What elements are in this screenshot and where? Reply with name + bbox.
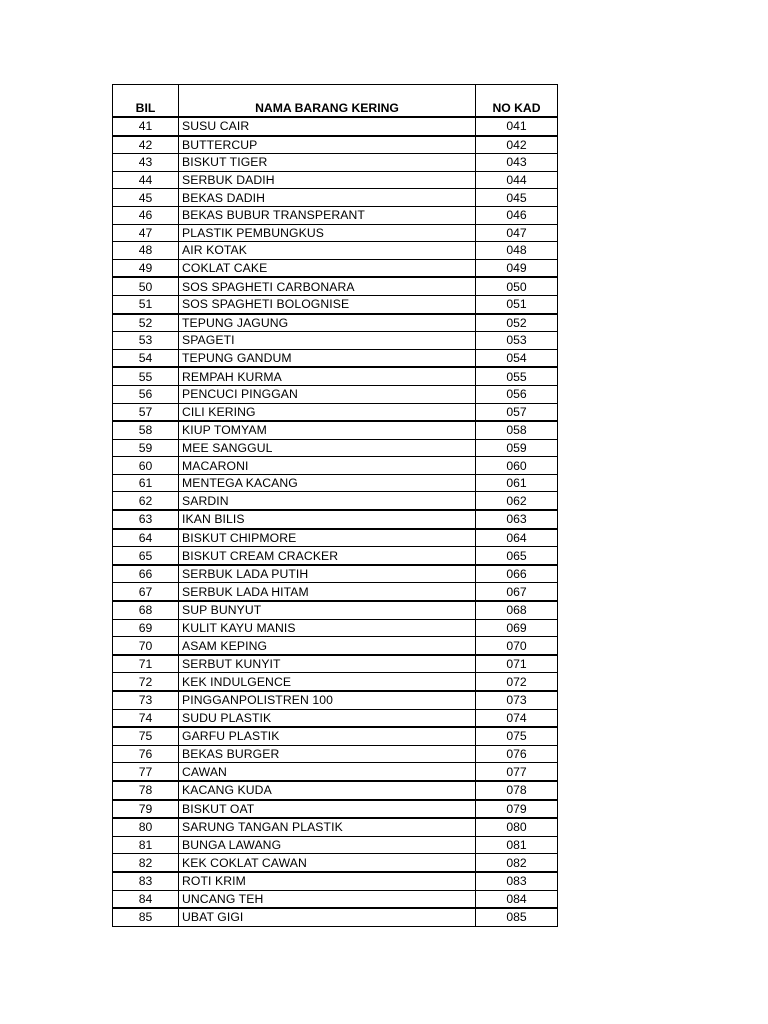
table-row <box>113 709 558 727</box>
item-name-cell: KULIT KAYU MANIS <box>179 619 476 637</box>
row-number-cell: 68 <box>113 601 179 619</box>
item-name-cell: BISKUT TIGER <box>179 154 476 172</box>
item-name-cell: BEKAS BUBUR TRANSPERANT <box>179 206 476 224</box>
item-name-cell: TEPUNG GANDUM <box>179 349 476 367</box>
card-number-cell: 080 <box>476 818 558 836</box>
row-number-cell: 42 <box>113 136 179 154</box>
row-number-cell: 72 <box>113 673 179 691</box>
item-name-cell: GARFU PLASTIK <box>179 727 476 745</box>
item-name-cell: PENCUCI PINGGAN <box>179 385 476 403</box>
card-number-cell: 084 <box>476 890 558 908</box>
item-name-cell: IKAN BILIS <box>179 510 476 529</box>
table-row <box>113 583 558 601</box>
table-row <box>113 818 558 836</box>
table-row <box>113 421 558 439</box>
item-name-cell: SOS SPAGHETI BOLOGNISE <box>179 295 476 313</box>
dry-goods-table <box>112 84 558 927</box>
table-row <box>113 854 558 872</box>
item-name-cell: ASAM KEPING <box>179 637 476 655</box>
table-row <box>113 385 558 403</box>
card-number-cell: 082 <box>476 854 558 872</box>
card-number-cell: 083 <box>476 872 558 890</box>
row-number-cell: 52 <box>113 314 179 332</box>
row-number-cell: 78 <box>113 781 179 800</box>
table-row <box>113 763 558 781</box>
table-row <box>113 439 558 457</box>
item-name-cell: SERBUK LADA PUTIH <box>179 565 476 583</box>
item-name-cell: SUSU CAIR <box>179 117 476 136</box>
table-row <box>113 890 558 908</box>
row-number-cell: 63 <box>113 510 179 529</box>
table-row <box>113 565 558 583</box>
card-number-cell: 078 <box>476 781 558 800</box>
row-number-cell: 61 <box>113 474 179 492</box>
row-number-cell: 51 <box>113 295 179 313</box>
table-row <box>113 727 558 745</box>
table-row <box>113 242 558 260</box>
card-number-cell: 070 <box>476 637 558 655</box>
card-number-cell: 041 <box>476 117 558 136</box>
item-name-cell: BISKUT CHIPMORE <box>179 529 476 547</box>
row-number-cell: 66 <box>113 565 179 583</box>
card-number-cell: 071 <box>476 655 558 673</box>
card-number-cell: 085 <box>476 908 558 926</box>
row-number-cell: 44 <box>113 171 179 189</box>
table-row <box>113 349 558 367</box>
card-number-cell: 059 <box>476 439 558 457</box>
table-row <box>113 474 558 492</box>
table-row <box>113 655 558 673</box>
row-number-cell: 47 <box>113 224 179 242</box>
card-number-cell: 060 <box>476 457 558 475</box>
table-row <box>113 745 558 763</box>
table-row <box>113 872 558 890</box>
card-number-cell: 063 <box>476 510 558 529</box>
row-number-cell: 77 <box>113 763 179 781</box>
table-row <box>113 154 558 172</box>
item-name-cell: SARDIN <box>179 492 476 510</box>
table-row <box>113 367 558 385</box>
row-number-cell: 81 <box>113 836 179 854</box>
table-row <box>113 673 558 691</box>
table-row <box>113 601 558 619</box>
row-number-cell: 73 <box>113 691 179 709</box>
row-number-cell: 54 <box>113 349 179 367</box>
table-row <box>113 800 558 819</box>
row-number-cell: 74 <box>113 709 179 727</box>
table-row <box>113 908 558 926</box>
card-number-cell: 055 <box>476 367 558 385</box>
card-number-cell: 064 <box>476 529 558 547</box>
table-row <box>113 332 558 350</box>
item-name-cell: BUNGA LAWANG <box>179 836 476 854</box>
item-name-cell: UNCANG TEH <box>179 890 476 908</box>
item-name-cell: SARUNG TANGAN PLASTIK <box>179 818 476 836</box>
row-number-cell: 50 <box>113 277 179 295</box>
row-number-cell: 64 <box>113 529 179 547</box>
card-number-cell: 065 <box>476 547 558 565</box>
item-name-cell: BEKAS DADIH <box>179 189 476 207</box>
card-number-cell: 081 <box>476 836 558 854</box>
row-number-cell: 70 <box>113 637 179 655</box>
table-row <box>113 206 558 224</box>
card-number-cell: 052 <box>476 314 558 332</box>
item-name-cell: SUP BUNYUT <box>179 601 476 619</box>
card-number-cell: 076 <box>476 745 558 763</box>
item-name-cell: TEPUNG JAGUNG <box>179 314 476 332</box>
card-number-cell: 046 <box>476 206 558 224</box>
item-name-cell: PINGGANPOLISTREN 100 <box>179 691 476 709</box>
card-number-cell: 056 <box>476 385 558 403</box>
card-number-cell: 066 <box>476 565 558 583</box>
card-number-cell: 069 <box>476 619 558 637</box>
table-row <box>113 295 558 313</box>
item-name-cell: BEKAS BURGER <box>179 745 476 763</box>
row-number-cell: 58 <box>113 421 179 439</box>
card-number-cell: 075 <box>476 727 558 745</box>
card-number-cell: 045 <box>476 189 558 207</box>
row-number-cell: 71 <box>113 655 179 673</box>
card-number-cell: 079 <box>476 800 558 819</box>
table-row <box>113 189 558 207</box>
item-name-cell: KEK INDULGENCE <box>179 673 476 691</box>
row-number-cell: 48 <box>113 242 179 260</box>
item-name-cell: SPAGETI <box>179 332 476 350</box>
header-no-kad: NO KAD <box>476 85 558 118</box>
item-name-cell: AIR KOTAK <box>179 242 476 260</box>
item-name-cell: MEE SANGGUL <box>179 439 476 457</box>
table-row <box>113 836 558 854</box>
table-row <box>113 781 558 800</box>
table-body <box>113 117 558 926</box>
card-number-cell: 058 <box>476 421 558 439</box>
item-name-cell: SERBUK LADA HITAM <box>179 583 476 601</box>
table-row <box>113 117 558 136</box>
card-number-cell: 043 <box>476 154 558 172</box>
item-name-cell: BUTTERCUP <box>179 136 476 154</box>
card-number-cell: 044 <box>476 171 558 189</box>
row-number-cell: 56 <box>113 385 179 403</box>
item-name-cell: MENTEGA KACANG <box>179 474 476 492</box>
table-row <box>113 136 558 154</box>
table-row <box>113 314 558 332</box>
item-name-cell: ROTI KRIM <box>179 872 476 890</box>
card-number-cell: 067 <box>476 583 558 601</box>
item-name-cell: MACARONI <box>179 457 476 475</box>
card-number-cell: 061 <box>476 474 558 492</box>
row-number-cell: 43 <box>113 154 179 172</box>
table-header-row <box>113 85 558 118</box>
item-name-cell: REMPAH KURMA <box>179 367 476 385</box>
row-number-cell: 60 <box>113 457 179 475</box>
card-number-cell: 077 <box>476 763 558 781</box>
item-name-cell: CILI KERING <box>179 403 476 421</box>
row-number-cell: 45 <box>113 189 179 207</box>
card-number-cell: 050 <box>476 277 558 295</box>
header-bil: BIL <box>113 85 179 118</box>
row-number-cell: 69 <box>113 619 179 637</box>
card-number-cell: 074 <box>476 709 558 727</box>
item-name-cell: COKLAT CAKE <box>179 259 476 277</box>
row-number-cell: 62 <box>113 492 179 510</box>
item-name-cell: UBAT GIGI <box>179 908 476 926</box>
row-number-cell: 55 <box>113 367 179 385</box>
card-number-cell: 042 <box>476 136 558 154</box>
table-row <box>113 547 558 565</box>
item-name-cell: SUDU PLASTIK <box>179 709 476 727</box>
row-number-cell: 49 <box>113 259 179 277</box>
item-name-cell: SERBUK DADIH <box>179 171 476 189</box>
row-number-cell: 80 <box>113 818 179 836</box>
card-number-cell: 053 <box>476 332 558 350</box>
row-number-cell: 46 <box>113 206 179 224</box>
table-row <box>113 691 558 709</box>
table-row <box>113 529 558 547</box>
table-row <box>113 510 558 529</box>
card-number-cell: 068 <box>476 601 558 619</box>
table-row <box>113 277 558 295</box>
table-row <box>113 492 558 510</box>
card-number-cell: 054 <box>476 349 558 367</box>
row-number-cell: 85 <box>113 908 179 926</box>
row-number-cell: 75 <box>113 727 179 745</box>
item-name-cell: KACANG KUDA <box>179 781 476 800</box>
header-nama-barang-kering: NAMA BARANG KERING <box>179 85 476 118</box>
item-name-cell: BISKUT OAT <box>179 800 476 819</box>
card-number-cell: 062 <box>476 492 558 510</box>
card-number-cell: 047 <box>476 224 558 242</box>
row-number-cell: 82 <box>113 854 179 872</box>
table-row <box>113 224 558 242</box>
item-name-cell: KIUP TOMYAM <box>179 421 476 439</box>
table-row <box>113 457 558 475</box>
item-name-cell: CAWAN <box>179 763 476 781</box>
item-name-cell: SOS SPAGHETI CARBONARA <box>179 277 476 295</box>
card-number-cell: 049 <box>476 259 558 277</box>
row-number-cell: 83 <box>113 872 179 890</box>
item-name-cell: KEK COKLAT CAWAN <box>179 854 476 872</box>
row-number-cell: 53 <box>113 332 179 350</box>
row-number-cell: 65 <box>113 547 179 565</box>
row-number-cell: 41 <box>113 117 179 136</box>
card-number-cell: 072 <box>476 673 558 691</box>
row-number-cell: 57 <box>113 403 179 421</box>
card-number-cell: 051 <box>476 295 558 313</box>
table-row <box>113 259 558 277</box>
table-row <box>113 637 558 655</box>
item-name-cell: SERBUT KUNYIT <box>179 655 476 673</box>
row-number-cell: 67 <box>113 583 179 601</box>
table-row <box>113 171 558 189</box>
row-number-cell: 76 <box>113 745 179 763</box>
item-name-cell: PLASTIK PEMBUNGKUS <box>179 224 476 242</box>
card-number-cell: 048 <box>476 242 558 260</box>
card-number-cell: 057 <box>476 403 558 421</box>
row-number-cell: 59 <box>113 439 179 457</box>
row-number-cell: 84 <box>113 890 179 908</box>
table-row <box>113 619 558 637</box>
item-name-cell: BISKUT CREAM CRACKER <box>179 547 476 565</box>
card-number-cell: 073 <box>476 691 558 709</box>
row-number-cell: 79 <box>113 800 179 819</box>
table-row <box>113 403 558 421</box>
